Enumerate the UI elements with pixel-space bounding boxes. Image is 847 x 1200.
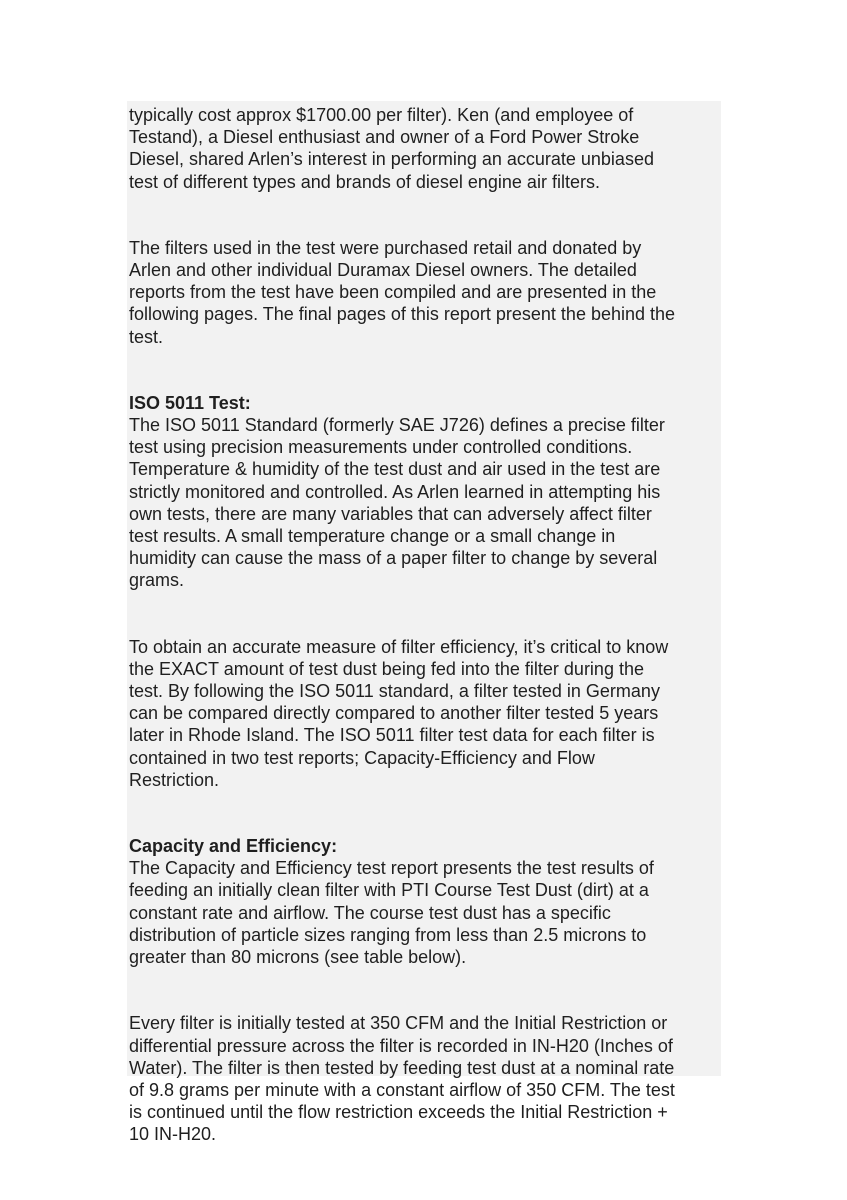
paragraph-gap <box>129 193 719 215</box>
paragraph-gap <box>129 614 719 636</box>
paragraph-gap <box>129 592 719 614</box>
paragraph-gap <box>129 348 719 370</box>
paragraph-iso-standard: The ISO 5011 Standard (formerly SAE J726) defines a precise filter test using precision measurements under controlled conditions. Temperature & humidity of the test dust and air used in the test are strictly monitored and controlled. As Arlen learned in attempting his own tests, there are many variables that can adversely affect filter test results. A small temperature change or a small change in humidity can cause the mass of a paper filter to change by several grams. <box>129 415 665 591</box>
paragraph-intro-continued: typically cost approx $1700.00 per filter). Ken (and employee of Testand), a Diesel enthusiast and owner of a Ford Power Stroke Diesel, shared Arlen’s interest in performing an accurate unbiased test of different types and brands of diesel engine air filters. <box>129 105 654 192</box>
heading-iso-5011-test: ISO 5011 Test: <box>129 392 251 413</box>
paragraph-filters-used: The filters used in the test were purchased retail and donated by Arlen and other individual Duramax Diesel owners. The detailed reports from the test have been compiled and are presented in the following pages. The final pages of this report present the behind the test. <box>129 237 676 347</box>
paragraph-gap <box>129 813 719 835</box>
paragraph-initial-restriction: Every filter is initially tested at 350 CFM and the Initial Restriction or differential pressure across the filter is recorded in IN-H20 (Inches of Water). The filter is then tested by feeding test dust at a nominal rate of 9.8 grams per minute with a constant airflow of 350 CFM. The test is continued until the flow restriction exceeds the Initial Restriction + 10 IN-H20. <box>129 1013 675 1145</box>
heading-capacity-efficiency: Capacity and Efficiency: <box>129 836 338 857</box>
paragraph-gap <box>129 791 719 813</box>
paragraph-gap <box>129 370 719 392</box>
document-body <box>127 101 721 1145</box>
paragraph-gap <box>129 968 719 990</box>
paragraph-filter-efficiency: To obtain an accurate measure of filter efficiency, it’s critical to know the EXACT amount of test dust being fed into the filter during the test. By following the ISO 5011 standard, a filter tested in Germany can be compared directly compared to another filter tested 5 years later in Rhode Island. The ISO 5011 filter test data for each filter is contained in two test reports; Capacity-Efficiency and Flow Restriction. <box>129 636 669 790</box>
paragraph-capacity-report: The Capacity and Efficiency test report presents the test results of feeding an initially clean filter with PTI Course Test Dust (dirt) at a constant rate and airflow. The course test dust has a specific distribution of particle sizes ranging from less than 2.5 microns to greater than 80 microns (see table below). <box>129 858 654 968</box>
paragraph-gap <box>129 215 719 237</box>
paragraph-gap <box>129 990 719 1012</box>
